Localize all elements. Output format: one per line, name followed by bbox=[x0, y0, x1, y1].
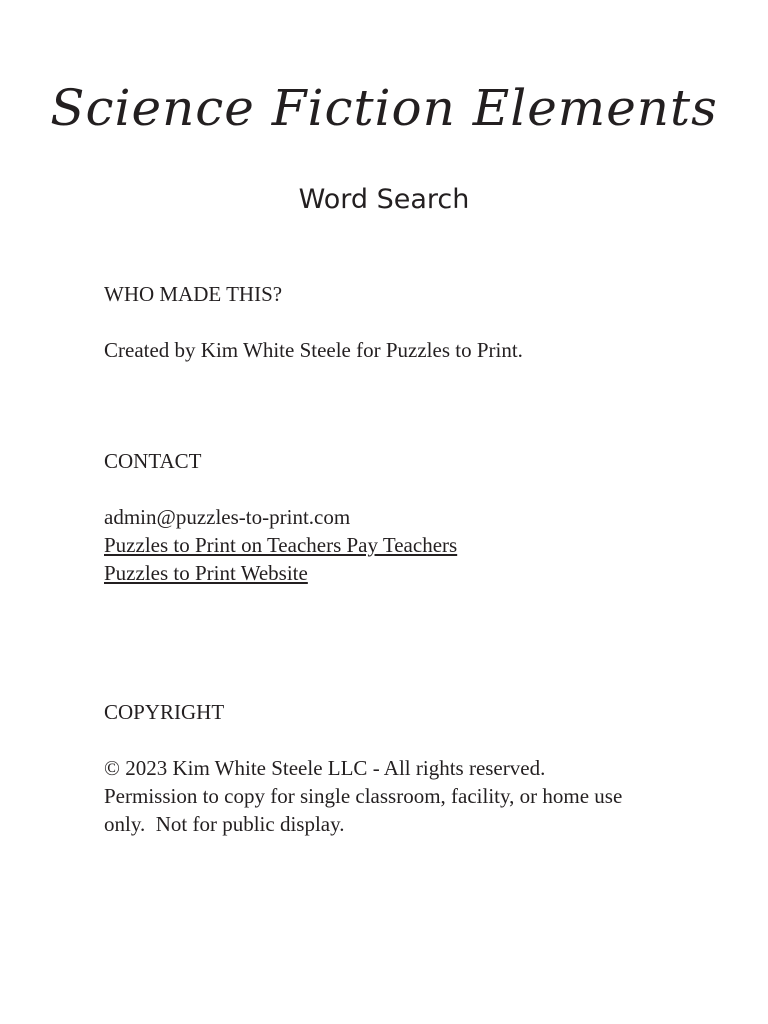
contact-details bbox=[104, 503, 457, 587]
copyright-notice bbox=[104, 754, 674, 838]
contact-email: admin@puzzles-to-print.com bbox=[104, 505, 351, 529]
copyright-heading: COPYRIGHT bbox=[104, 700, 225, 724]
creator-credit: Created by Kim White Steele for Puzzles to Print. bbox=[104, 338, 523, 362]
page-subtitle: Word Search bbox=[298, 184, 470, 215]
tpt-link[interactable]: Puzzles to Print on Teachers Pay Teachers bbox=[104, 533, 458, 557]
website-link[interactable]: Puzzles to Print Website bbox=[104, 561, 308, 585]
copyright-line-1: © 2023 Kim White Steele LLC - All rights reserved. bbox=[104, 756, 546, 780]
copyright-line-2: Permission to copy for single classroom, facility, or home use bbox=[104, 784, 623, 808]
copyright-line-3: only. Not for public display. bbox=[104, 812, 345, 836]
contact-heading: CONTACT bbox=[104, 449, 202, 473]
who-made-this-heading: WHO MADE THIS? bbox=[104, 282, 283, 306]
page-title: Science Fiction Elements bbox=[50, 79, 718, 137]
